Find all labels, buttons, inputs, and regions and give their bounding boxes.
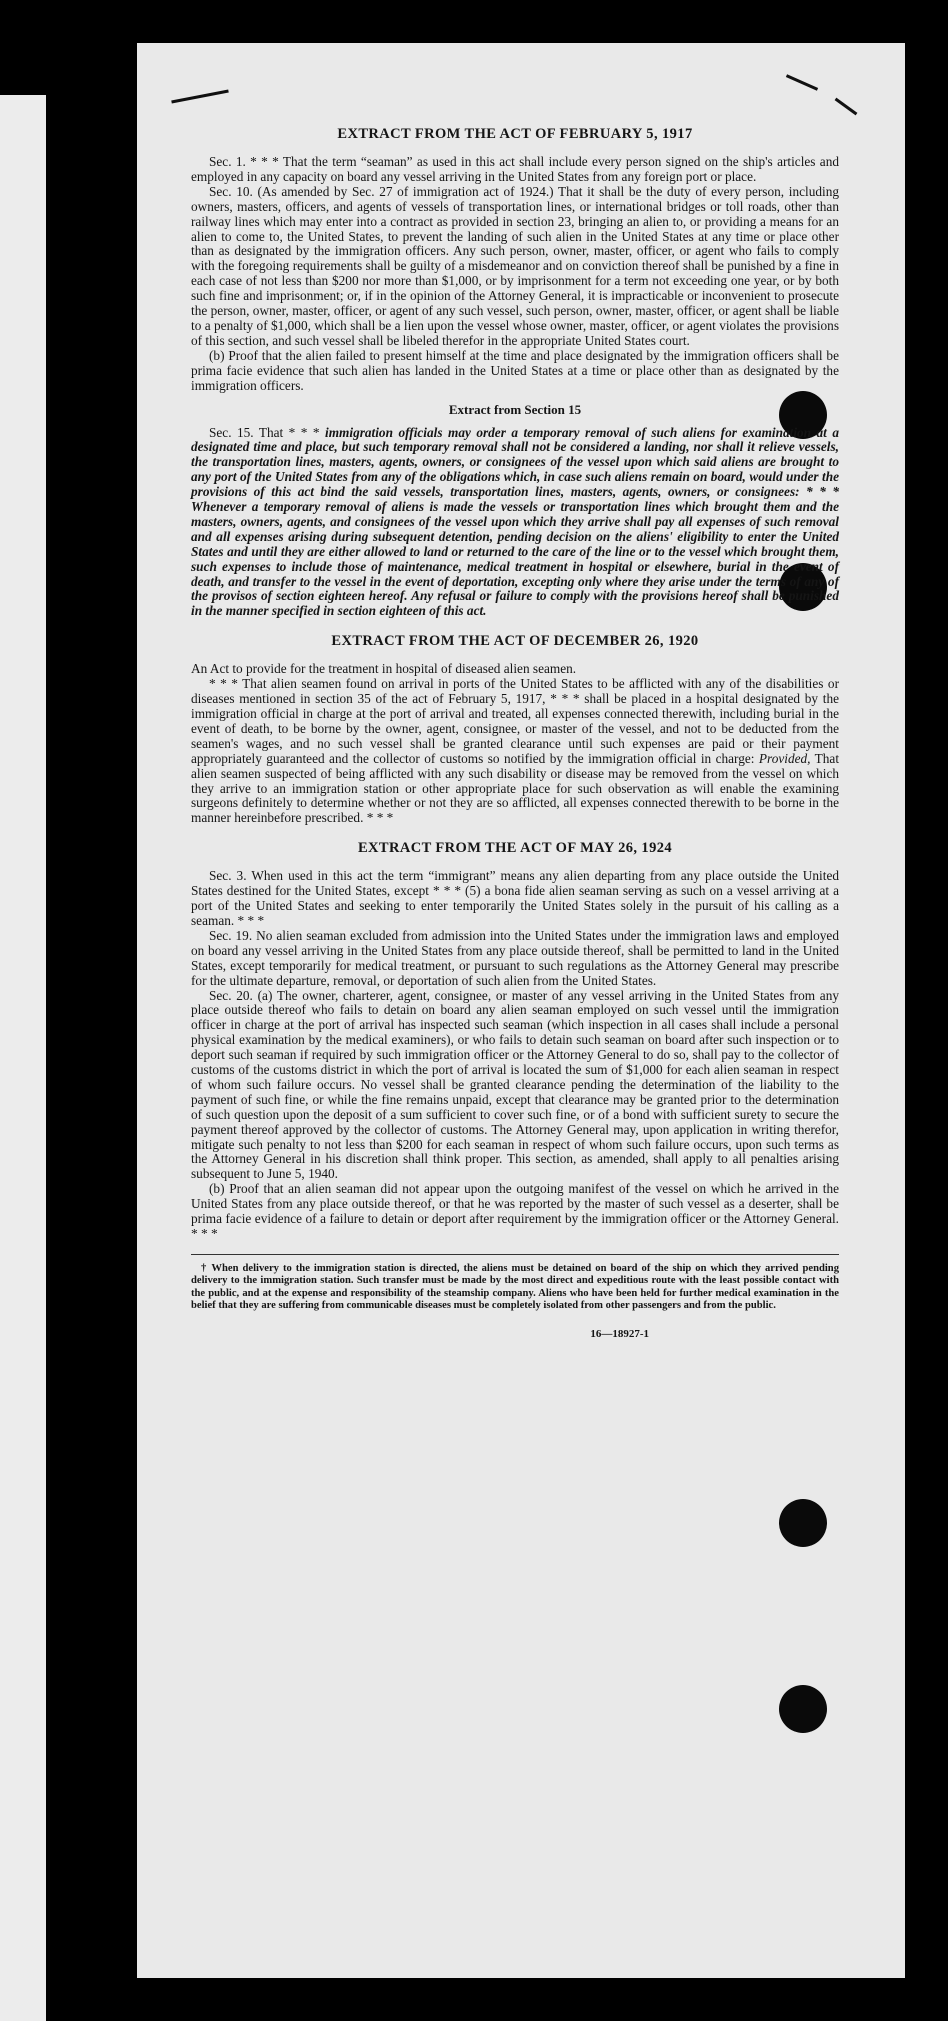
- paragraph-1920-title: An Act to provide for the treatment in hospital of diseased alien seamen.: [191, 661, 577, 677]
- section-15-lead: Sec. 15. That * * *: [209, 424, 325, 440]
- 1920-body-pre: * * * That alien seamen found on arrival in ports of the United States to be afflicted with any of the disabilities or diseases mentioned in section 35 of the act of February 5, 1917, * * * shall be placed in a hospital designated by the immigration official in charge at the port of arrival and treated, all expenses connected therewith, including burial in the event of death, to be borne by the owner, agent, consignee, or master of the vessel, and not to be deducted from the seamen's wages, and no such vessel shall be granted clearance until such expenses are paid or their payment appropriately guaranteed and the collector of customs so notified by the immigration official in charge:: [191, 676, 839, 766]
- scanner-edge-strip: [0, 95, 46, 2021]
- pen-mark-left: [171, 89, 229, 103]
- punch-hole-4: [779, 1685, 827, 1733]
- subheading-section-15: Extract from Section 15: [448, 401, 582, 417]
- paragraph-1924-b: (b) Proof that an alien seaman did not appear upon the outgoing manifest of the vessel on which he arrived in the United States from any place outside thereof, or that he was reported by the master of such vessel as a deserter, shall be prima facie evidence of a failure to detain or deport after requirement by the immigration officer or the Attorney General. * * *: [191, 1181, 839, 1241]
- document-number: 16—18927-1: [590, 1328, 649, 1341]
- paragraph-1924-sec3: Sec. 3. When used in this act the term “immigrant” means any alien departing from any place outside the United States destined for the United States, except * * * (5) a bona fide alien seaman serving as such on a vessel arriving at a port of the United States and seeking to enter temporarily the United States solely in the pursuit of his calling as a seaman. * * *: [191, 868, 839, 928]
- heading-act-1917: EXTRACT FROM THE ACT OF FEBRUARY 5, 1917: [337, 126, 693, 142]
- footnote: † When delivery to the immigration station is directed, the aliens must be detained on board of the ship on which they arrived pending delivery to the immigration station. Such transfer must be made by the most direct and expeditious route with the least possible contact with the public, and at the expense and responsibility of the steamship company. Aliens who have been held for further medical examination in the belief that they are suffering from communicable diseases must be completely isolated from other passengers and from the public.: [191, 1254, 839, 1312]
- punch-hole-3: [779, 1499, 827, 1547]
- section-15-italic-text: immigration officials may order a temporary removal of such aliens for examination at a designated time and place, but such temporary removal shall not be considered a landing, nor shall it relieve vessels, the transportation lines, masters, agents, owners, or consignees of the vessel upon which said aliens are brought to any port of the United States from any of the obligations which, in case such aliens remain on board, would under the provisions of this act bind the said vessels, transportation lines, masters, agents, owners, or consignees: * * * Whenever a temporary removal of aliens is made the vessels or transportation lines which brought them and the masters, owners, agents, and consignees of the vessel upon which they arrive shall pay all expenses of such removal and all expenses arising during subsequent detention, pending decision on the aliens' eligibility to enter the United States and until they are either allowed to land or returned to the care of the line or to the vessel which brought them, such expenses to include those of maintenance, medical treatment in hospital or elsewhere, burial in the event of death, and transfer to the vessel in the event of deportation, excepting only where they arise under the terms of any of the provisos of section eighteen hereof. Any refusal or failure to comply with the provisions hereof shall be punished in the manner specified in section eighteen of this act.: [191, 424, 839, 619]
- paragraph-1917-sec1: Sec. 1. * * * That the term “seaman” as used in this act shall include every person signed on the ship's articles and employed in any capacity on board any vessel arriving in the United States from any foreign port or place.: [191, 154, 839, 184]
- pen-mark-right-2: [835, 98, 858, 116]
- heading-act-1920: EXTRACT FROM THE ACT OF DECEMBER 26, 1920: [331, 633, 699, 650]
- pen-mark-right-1: [786, 74, 818, 91]
- page-content: [191, 126, 839, 1340]
- paragraph-section-15: [191, 426, 839, 620]
- 1920-provided: Provided,: [758, 750, 811, 766]
- document-page: [137, 43, 905, 1978]
- paragraph-1917-b: (b) Proof that the alien failed to present himself at the time and place designated by the immigration officers shall be prima facie evidence that such alien has landed in the United States at a time or place other than as designated by the immigration officers.: [191, 347, 839, 393]
- heading-act-1924: EXTRACT FROM THE ACT OF MAY 26, 1924: [357, 840, 673, 857]
- paragraph-1924-sec20a: Sec. 20. (a) The owner, charterer, agent, consignee, or master of any vessel arriving in the United States from any place outside thereof who fails to detain on board any alien seaman employed on such vessel until the immigration officer in charge at the port of arrival has inspected such seaman (which inspection in all cases shall include a personal physical examination by the medical examiners), or who fails to detain such seaman on board after such inspection or to deport such seaman if required by such immigration officer or the Attorney General to do so, shall pay to the collector of customs of the customs district in which the port of arrival is located the sum of $1,000 for each alien seaman in respect of whom such failure occurs. No vessel shall be granted clearance pending the determination of the liability to the payment of such fine, or while the fine remains unpaid, except that clearance may be granted prior to the determination of such question upon the deposit of a sum sufficient to cover such fine, or of a bond with sufficient surety to secure the payment thereof approved by the collector of customs. The Attorney General may, upon application in writing therefor, mitigate such penalty to not less than $200 for each seaman in respect of whom such failure occurs, upon such terms as the Attorney General in his discretion shall think proper. This section, as amended, shall apply to all penalties arising subsequent to June 5, 1940.: [191, 987, 839, 1182]
- paragraph-1920-body: [191, 677, 839, 826]
- paragraph-1917-sec10: Sec. 10. (As amended by Sec. 27 of immigration act of 1924.) That it shall be the duty of every person, including owners, masters, officers, and agents of vessels of transportation lines, or international bridges or toll roads, other than railway lines which may enter into a contract as provided in section 23, bringing an alien to, or providing a means for an alien to come to, the United States, to prevent the landing of such alien in the United States at any time or place other than as designated by the immigration officers. Any such person, owner, master, officer, or agent who fails to comply with the foregoing requirements shall be guilty of a misdemeanor and on conviction thereof shall be punished by a fine in each case of not less than $200 nor more than $1,000, or by imprisonment for a term not exceeding one year, or by both such fine and imprisonment; or, if in the opinion of the Attorney General, it is impracticable or inconvenient to prosecute the person, owner, master, officer, or agent of any such vessel, such person, owner, master, officer, or agent shall be liable to a penalty of $1,000, which shall be a lien upon the vessel whose owner, master, officer, or agent violates the provisions of this section, and such vessel shall be libeled therefor in the appropriate United States court.: [191, 183, 839, 348]
- paragraph-1924-sec19: Sec. 19. No alien seaman excluded from admission into the United States under the immigration laws and employed on board any vessel arriving in the United States from any place outside thereof, shall be permitted to land in the United States, except temporarily for medical treatment, or pursuant to such regulations as the Attorney General may prescribe for the ultimate departure, removal, or deportation of such alien from the United States.: [191, 927, 839, 988]
- 1920-body-post: That alien seamen suspected of being afflicted with any such disability or disease may be removed from the vessel on which they arrive to an immigration station or other appropriate place for such observation as will enable the examining surgeons definitely to determine whether or not they are so afflicted, all expenses connected therewith to be borne in the manner hereinbefore prescribed. * * *: [191, 750, 840, 826]
